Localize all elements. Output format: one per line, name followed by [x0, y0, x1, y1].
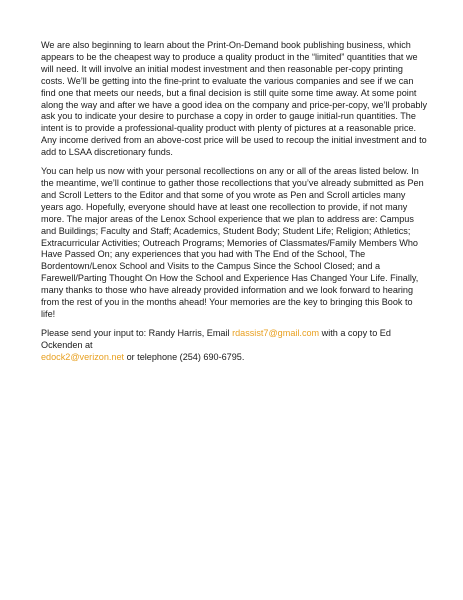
contact-intro: Please send your input to: Randy Harris, Email [41, 327, 233, 338]
paragraph-recollections: You can help us now with your personal recollections on any or all of the areas listed below. In the meantime, we’ll continue to gather those recollections that you’ve already submitted as Pen and Scroll Letters to the Editor and that some of you wrote as Pen and Scroll articles many years ago. Hopefully, everyone should have at least one recollection to provide, if not many more. The major areas of the Lenox School experience that we plan to address are: Campus and Buildings; Faculty and Staff; Academics, Student Body; Student Life; Religion; Athletics; Extracurricular Activities; Outreach Programs; Memories of Classmates/Family Members Who Have Passed On; any experiences that you had with The End of the School, The Bordentown/Lenox School and Visits to the Campus Since the School Closed; and a Farewell/Parting Thought On How the School and Experience Has Changed Your Life. Finally, many thanks to those who have already provided information and we look forward to hearing from the rest of you in the months ahead! Your memories are the key to bringing this Book to life! [41, 166, 424, 319]
contact-middle: with a copy to Ed Ockenden at [41, 327, 391, 350]
paragraph-print-on-demand: We are also beginning to learn about the Print-On-Demand book publishing business, which appears to be the cheapest way to produce a quality product in the “limited” quantities that we will need. It will involve an initial modest investment and then reasonable per-copy printing costs. We’ll be getting into the fine-print to evaluate the various companies and see if we can find one that meets our needs, but a final decision is still quite some time away. At some point along the way and after we have a good idea on the company and price-per-copy, we’ll probably ask you to indicate your desire to purchase a copy in order to gauge initial-run quantities. The intent is to provide a professional-quality product with plenty of pictures at a reasonable price. Any income derived from an above-cost price will be used to recoup the initial investment and to add to LSAA discretionary funds. [41, 40, 428, 158]
email-link-randy[interactable]: rdassist7@gmail.com [232, 327, 320, 338]
email-link-ed[interactable]: edock2@verizon.net [41, 351, 125, 362]
document-body [41, 40, 428, 371]
paragraph-contact [41, 328, 428, 364]
contact-outro: or telephone (254) 690-6795. [124, 351, 245, 362]
